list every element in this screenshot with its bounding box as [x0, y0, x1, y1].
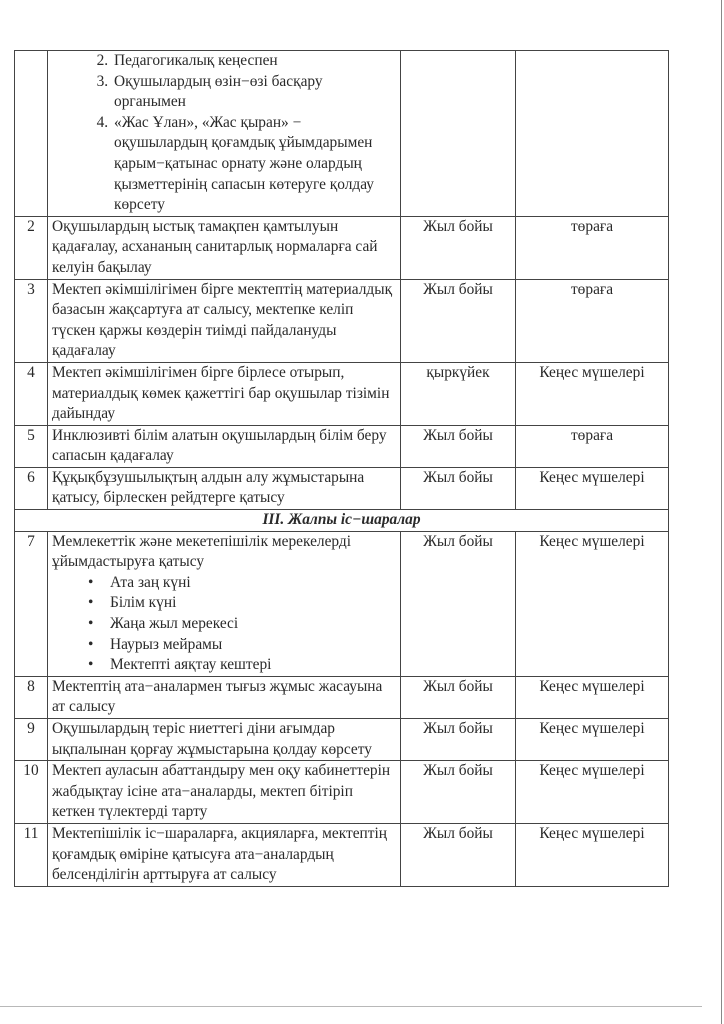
section-title: III. Жалпы іс−шаралар — [15, 510, 669, 532]
bullet-icon: • — [88, 635, 94, 653]
table-row — [15, 531, 669, 676]
responsible-cell: Кеңес мүшелері — [516, 823, 669, 886]
row-number: 5 — [15, 425, 48, 467]
activity-cell: Мектептің ата−аналармен тығыз жұмыс жасауына ат салысу — [48, 676, 401, 718]
row-number: 2 — [15, 216, 48, 279]
responsible-cell: төраға — [516, 279, 669, 362]
activity-cell: Оқушылардың теріс ниеттегі діни ағымдар ықпалынан қорғау жұмыстарына қолдау көрсету — [48, 719, 401, 761]
row-number: 11 — [15, 823, 48, 886]
responsible-cell — [516, 51, 669, 217]
table-row — [15, 676, 669, 718]
activity-cell — [48, 531, 401, 676]
sub-list — [52, 51, 396, 216]
row-number: 4 — [15, 362, 48, 425]
term-cell: Жыл бойы — [401, 761, 516, 824]
table-row — [15, 362, 669, 425]
bullet-list-item — [88, 655, 396, 676]
section-header-row — [15, 510, 669, 532]
activity-cell: Мектеп ауласын абаттандыру мен оқу кабинеттерін жабдықтау ісіне ата−аналарды, мектеп бітіріп кеткен түлектерді тарту — [48, 761, 401, 824]
row-number: 9 — [15, 719, 48, 761]
sub-list-item: 3. Оқушылардың өзін−өзі басқару органымен — [112, 72, 396, 113]
responsible-cell: Кеңес мүшелері — [516, 676, 669, 718]
table-row — [15, 467, 669, 509]
bullet-list-item — [88, 635, 396, 656]
bullet-list-item — [88, 593, 396, 614]
responsible-cell: Кеңес мүшелері — [516, 719, 669, 761]
responsible-cell: Кеңес мүшелері — [516, 362, 669, 425]
bullet-text: Ата заң күні — [110, 573, 191, 591]
row-number: 3 — [15, 279, 48, 362]
term-cell: Жыл бойы — [401, 467, 516, 509]
bullet-text: Мектепті аяқтау кештері — [110, 656, 272, 674]
responsible-cell: төраға — [516, 216, 669, 279]
row-number — [15, 51, 48, 217]
responsible-cell: Кеңес мүшелері — [516, 531, 669, 676]
row-number: 10 — [15, 761, 48, 824]
activity-cell: Мектеп әкімшілігімен бірге бірлесе отырып, материалдық көмек қажеттігі бар оқушылар тізімін дайындау — [48, 362, 401, 425]
responsible-cell: Кеңес мүшелері — [516, 467, 669, 509]
term-cell: Жыл бойы — [401, 676, 516, 718]
term-cell: Жыл бойы — [401, 823, 516, 886]
activity-cell: Инклюзивті білім алатын оқушылардың білім беру сапасын қадағалау — [48, 425, 401, 467]
table-row — [15, 279, 669, 362]
page-edge — [721, 0, 722, 1024]
term-cell: Жыл бойы — [401, 216, 516, 279]
bullet-icon: • — [88, 615, 94, 633]
bullet-icon: • — [88, 656, 94, 674]
term-cell: Жыл бойы — [401, 531, 516, 676]
footer-line — [0, 1006, 702, 1007]
bullet-icon: • — [88, 573, 94, 591]
table-row — [15, 823, 669, 886]
plan-table — [14, 50, 669, 887]
table-row — [15, 51, 669, 217]
bullet-icon: • — [88, 594, 94, 612]
table-row — [15, 761, 669, 824]
bullet-text: Білім күні — [110, 594, 177, 612]
activity-cell: Оқушылардың ыстық тамақпен қамтылуын қадағалау, асхананың санитарлық нормаларға сай келуін бақылау — [48, 216, 401, 279]
term-cell: қыркүйек — [401, 362, 516, 425]
responsible-cell: төраға — [516, 425, 669, 467]
term-cell: Жыл бойы — [401, 719, 516, 761]
term-cell: Жыл бойы — [401, 425, 516, 467]
activity-cell — [48, 51, 401, 217]
activity-text: Мемлекеттік және мекетепішілік мерекелерді ұйымдастыруға қатысу — [52, 532, 352, 571]
bullet-text: Жаңа жыл мерекесі — [110, 615, 239, 633]
row-number: 8 — [15, 676, 48, 718]
table-row — [15, 216, 669, 279]
sub-list-item: 2. Педагогикалық кеңеспен — [112, 51, 396, 72]
table-row — [15, 719, 669, 761]
activity-cell: Мектепішілік іс−шараларға, акцияларға, мектептің қоғамдық өміріне қатысуға ата−аналардың белсенділігін арттыруға ат салысу — [48, 823, 401, 886]
table-row — [15, 425, 669, 467]
bullet-list-item — [88, 573, 396, 594]
row-number: 6 — [15, 467, 48, 509]
term-cell: Жыл бойы — [401, 279, 516, 362]
responsible-cell: Кеңес мүшелері — [516, 761, 669, 824]
bullet-list — [52, 573, 396, 676]
activity-cell: Құқықбұзушылықтың алдын алу жұмыстарына қатысу, бірлескен рейдтерге қатысу — [48, 467, 401, 509]
term-cell — [401, 51, 516, 217]
bullet-list-item — [88, 614, 396, 635]
row-number: 7 — [15, 531, 48, 676]
activity-cell: Мектеп әкімшілігімен бірге мектептің материалдық базасын жақсартуға ат салысу, мектепке келіп түскен қаржы көздерін тиімді пайдалануды қадағалау — [48, 279, 401, 362]
sub-list-item: 4. «Жас Ұлан», «Жас қыран» − оқушылардың қоғамдық ұйымдарымен қарым−қатынас орнату және олардың қызметтерінің сапасын көтеруге қолдау көрсету — [112, 113, 396, 216]
bullet-text: Наурыз мейрамы — [110, 635, 223, 653]
